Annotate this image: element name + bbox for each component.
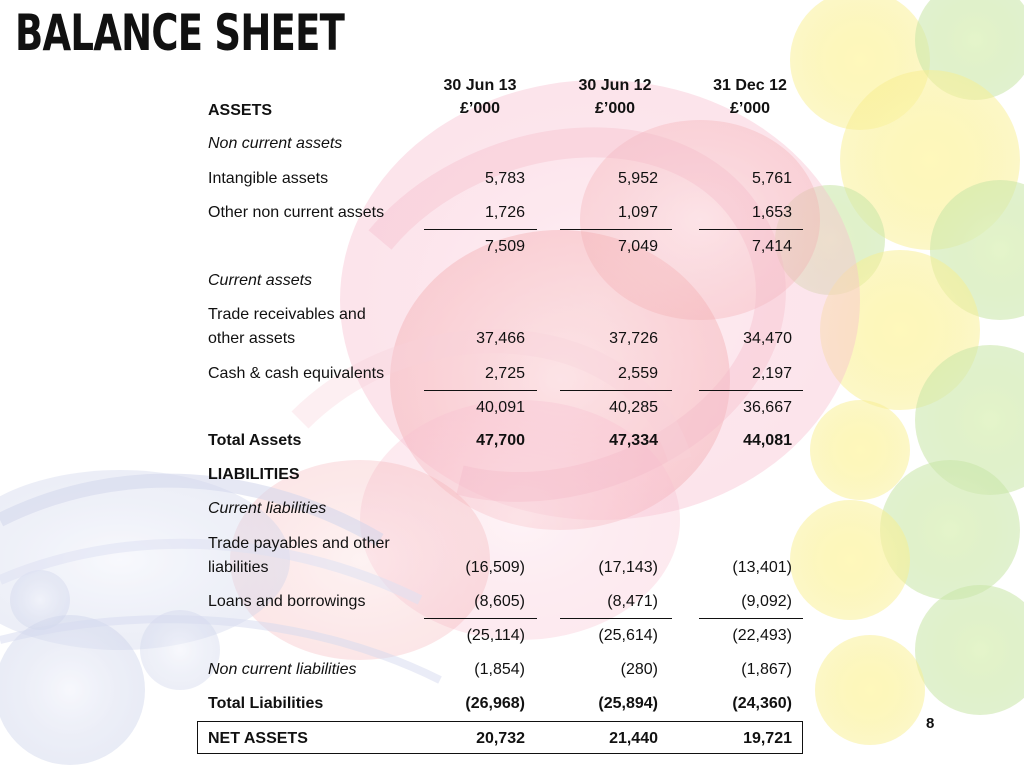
page-number: 8 — [926, 715, 935, 732]
section-label: Non current assets — [208, 135, 343, 152]
total-assets-value: 44,081 — [743, 432, 792, 449]
total-assets-value: 47,334 — [609, 432, 658, 449]
subtotal-rule — [560, 618, 672, 619]
row-value: 5,761 — [751, 170, 792, 187]
row-value: 2,725 — [484, 365, 525, 382]
net-assets-value: 20,732 — [476, 730, 525, 747]
row-label-continued: other assets — [208, 330, 296, 347]
row-label: Intangible assets — [208, 170, 329, 187]
row-label: Trade payables and other — [208, 535, 390, 552]
subtotal-rule — [424, 390, 537, 391]
subtotal-rule — [424, 229, 537, 230]
row-value: (9,092) — [741, 593, 792, 610]
subtotal-rule — [424, 618, 537, 619]
total-liabilities-value: (26,968) — [465, 695, 525, 712]
assets-header: ASSETS — [208, 102, 273, 119]
net-assets-value: 21,440 — [609, 730, 658, 747]
row-value: 1,653 — [751, 204, 792, 221]
row-value: 2,559 — [617, 365, 658, 382]
column-header-date: 30 Jun 13 — [443, 77, 517, 94]
row-label-continued: liabilities — [208, 559, 269, 576]
page-title: BALANCE SHEET — [15, 4, 345, 62]
subtotal-value: (25,614) — [598, 627, 658, 644]
subtotal-value: 40,091 — [476, 399, 525, 416]
row-label: Non current liabilities — [208, 661, 357, 678]
subtotal-value: (25,114) — [466, 627, 525, 644]
row-value: (16,509) — [465, 559, 525, 576]
row-value: (13,401) — [732, 559, 792, 576]
subtotal-value: 7,414 — [751, 238, 792, 255]
section-label: Current assets — [208, 272, 313, 289]
subtotal-rule — [699, 229, 803, 230]
column-header-unit: £’000 — [594, 100, 636, 117]
row-value: 34,470 — [743, 330, 792, 347]
subtotal-rule — [560, 229, 672, 230]
row-value: (8,605) — [474, 593, 525, 610]
section-label: Current liabilities — [208, 500, 327, 517]
row-value: 37,466 — [476, 330, 525, 347]
row-value: (17,143) — [598, 559, 658, 576]
row-value: (280) — [620, 661, 658, 678]
subtotal-rule — [699, 618, 803, 619]
subtotal-value: 36,667 — [743, 399, 792, 416]
column-header-unit: £’000 — [459, 100, 501, 117]
row-value: 5,783 — [484, 170, 525, 187]
row-value: 1,726 — [484, 204, 525, 221]
net-assets-value: 19,721 — [743, 730, 792, 747]
subtotal-rule — [699, 390, 803, 391]
total-liabilities-value: (25,894) — [598, 695, 658, 712]
row-label: Trade receivables and — [208, 306, 366, 323]
liabilities-header: LIABILITIES — [208, 466, 300, 483]
row-value: 1,097 — [617, 204, 658, 221]
row-value: (1,867) — [741, 661, 792, 678]
total-liabilities-value: (24,360) — [732, 695, 792, 712]
row-value: 5,952 — [617, 170, 658, 187]
total-liabilities-label: Total Liabilities — [208, 695, 324, 712]
row-label: Loans and borrowings — [208, 593, 366, 610]
total-assets-label: Total Assets — [208, 432, 302, 449]
subtotal-value: 7,509 — [484, 238, 525, 255]
row-value: 2,197 — [751, 365, 792, 382]
row-value: 37,726 — [609, 330, 658, 347]
net-assets-label: NET ASSETS — [208, 730, 308, 747]
column-header-date: 30 Jun 12 — [578, 77, 652, 94]
subtotal-value: 40,285 — [609, 399, 658, 416]
subtotal-value: (22,493) — [732, 627, 792, 644]
subtotal-rule — [560, 390, 672, 391]
column-header-unit: £’000 — [729, 100, 771, 117]
row-label: Other non current assets — [208, 204, 385, 221]
row-value: (8,471) — [607, 593, 658, 610]
column-header-date: 31 Dec 12 — [713, 77, 787, 94]
total-assets-value: 47,700 — [476, 432, 525, 449]
row-value: (1,854) — [474, 661, 525, 678]
subtotal-value: 7,049 — [617, 238, 658, 255]
row-label: Cash & cash equivalents — [208, 365, 385, 382]
